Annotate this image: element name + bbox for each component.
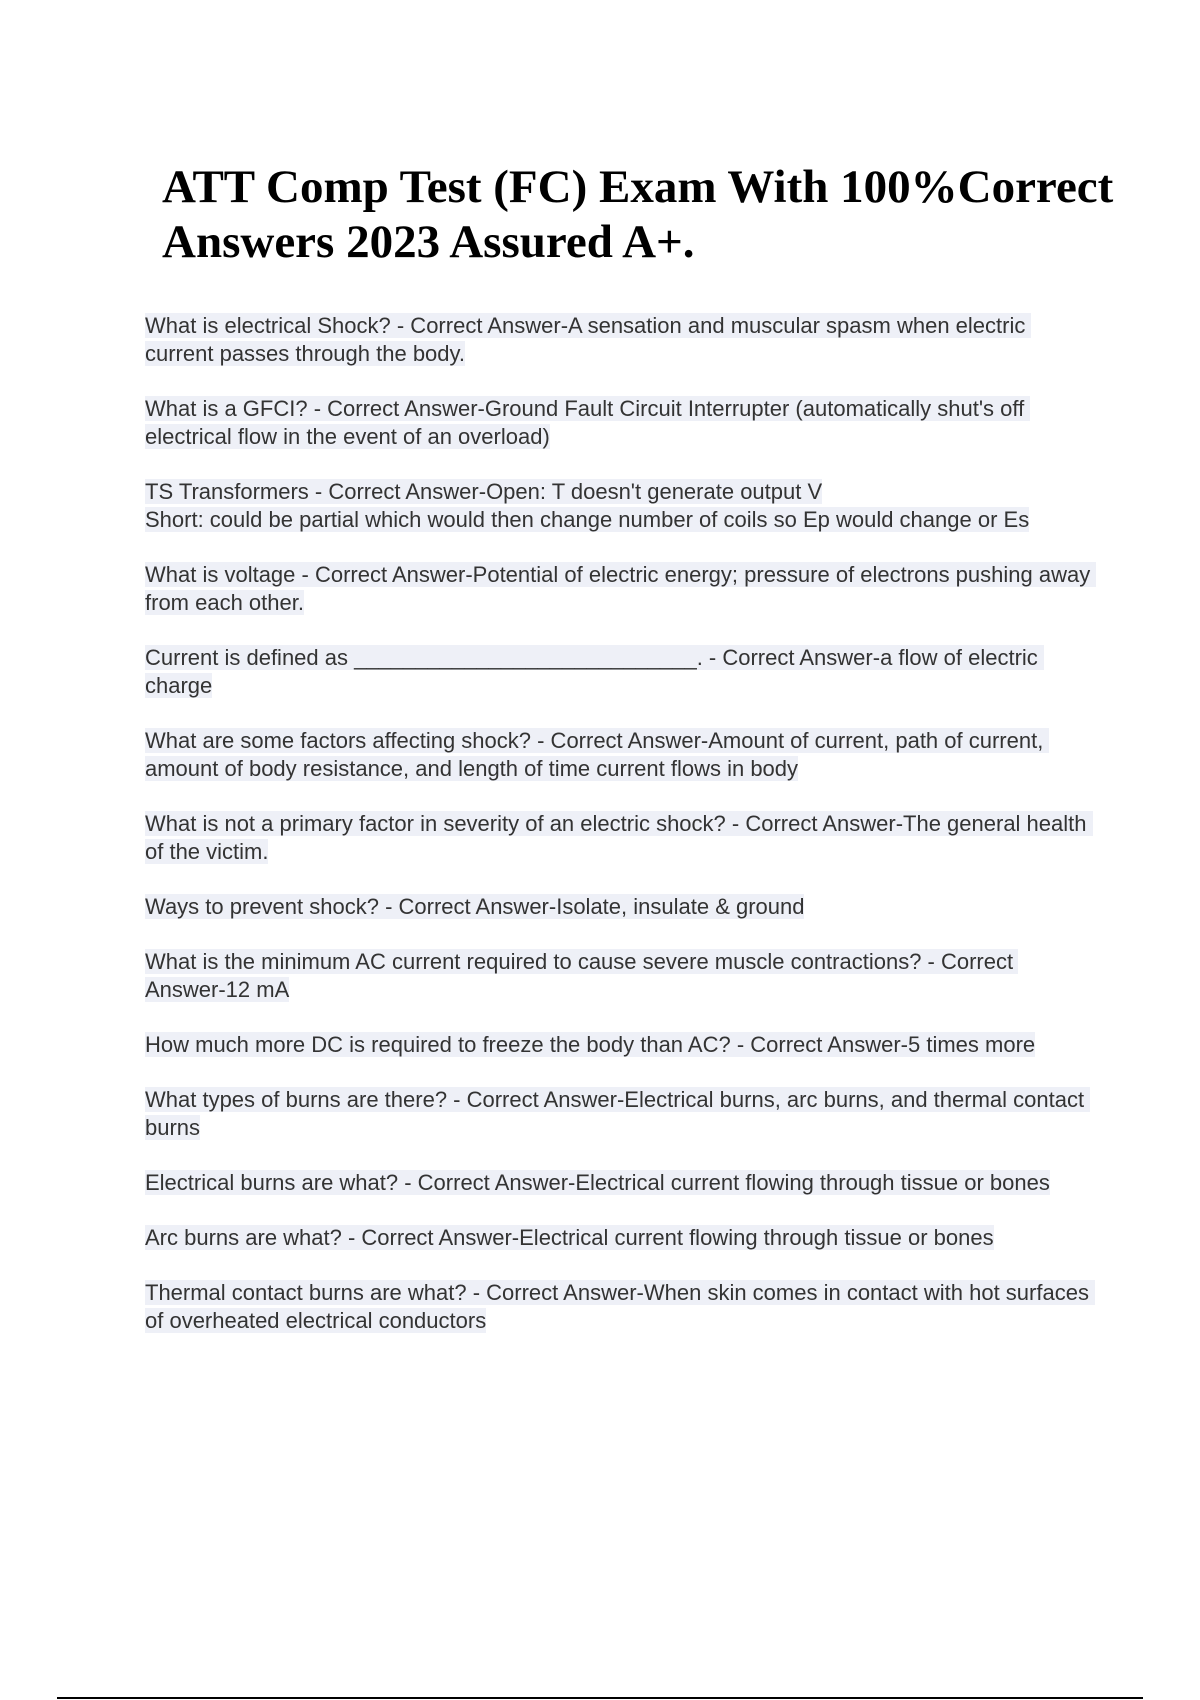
qa-text: What are some factors affecting shock? - Correct Answer-Amount of current, path of current, amount of body resistance, and length of time current flows in body <box>145 728 1050 781</box>
qa-text: Arc burns are what? - Correct Answer-Electrical current flowing through tissue or bones <box>145 1225 994 1250</box>
qa-item <box>145 478 1095 534</box>
qa-text: What is the minimum AC current required to cause severe muscle contractions? - Correct Answer-12 mA <box>145 949 1019 1002</box>
qa-list <box>145 312 1095 1362</box>
qa-item <box>145 644 1095 700</box>
qa-item <box>145 1224 1095 1252</box>
qa-item <box>145 312 1095 368</box>
qa-text: Ways to prevent shock? - Correct Answer-Isolate, insulate & ground <box>145 894 805 919</box>
qa-item <box>145 561 1095 617</box>
qa-text: How much more DC is required to freeze the body than AC? - Correct Answer-5 times more <box>145 1032 1036 1057</box>
document-title: ATT Comp Test (FC) Exam With 100%Correct Answers 2023 Assured A+. <box>162 161 1114 268</box>
qa-text: What is not a primary factor in severity of an electric shock? - Correct Answer-The general health of the victim. <box>145 811 1093 864</box>
qa-text: Electrical burns are what? - Correct Answer-Electrical current flowing through tissue or bones <box>145 1170 1050 1195</box>
qa-item <box>145 1279 1095 1335</box>
qa-item <box>145 1169 1095 1197</box>
qa-text: TS Transformers - Correct Answer-Open: T doesn't generate output V Short: could be partial which would then change number of coils so Ep would change or Es <box>145 479 1030 532</box>
qa-text: What is a GFCI? - Correct Answer-Ground Fault Circuit Interrupter (automatically shut's off electrical flow in the event of an overload) <box>145 396 1031 449</box>
footer-divider <box>57 1697 1143 1699</box>
qa-text: What is voltage - Correct Answer-Potential of electric energy; pressure of electrons pushing away from each other. <box>145 562 1097 615</box>
qa-item <box>145 810 1095 866</box>
qa-text: What types of burns are there? - Correct Answer-Electrical burns, arc burns, and thermal contact burns <box>145 1087 1091 1140</box>
qa-text: What is electrical Shock? - Correct Answer-A sensation and muscular spasm when electric current passes through the body. <box>145 313 1032 366</box>
qa-item <box>145 395 1095 451</box>
qa-text: Thermal contact burns are what? - Correct Answer-When skin comes in contact with hot surfaces of overheated electrical conductors <box>145 1280 1096 1333</box>
qa-item <box>145 893 1095 921</box>
qa-item <box>145 948 1095 1004</box>
qa-item <box>145 1086 1095 1142</box>
qa-item <box>145 727 1095 783</box>
qa-item <box>145 1031 1095 1059</box>
qa-text: Current is defined as ____________________________. - Correct Answer-a flow of electric charge <box>145 645 1044 698</box>
